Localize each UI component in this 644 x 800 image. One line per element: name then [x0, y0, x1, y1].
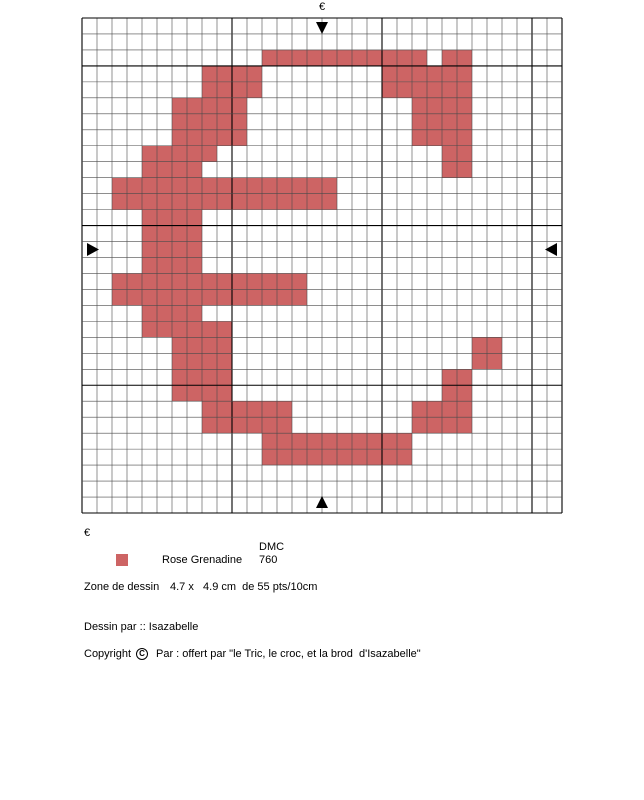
stitch-cell	[187, 98, 202, 114]
stitch-cell	[427, 66, 442, 82]
stitch-cell	[217, 273, 232, 289]
stitch-cell	[202, 130, 217, 146]
stitch-cell	[202, 82, 217, 98]
stitch-cell	[217, 321, 232, 337]
stitch-cell	[397, 82, 412, 98]
stitch-cell	[157, 242, 172, 258]
stitch-cell	[292, 433, 307, 449]
stitch-cell	[187, 178, 202, 194]
stitch-cell	[187, 210, 202, 226]
stitch-cell	[247, 66, 262, 82]
stitch-cell	[217, 114, 232, 130]
stitch-cell	[172, 242, 187, 258]
stitch-cell	[187, 226, 202, 242]
stitch-cell	[442, 401, 457, 417]
stitch-cell	[457, 98, 472, 114]
stitch-cell	[172, 98, 187, 114]
stitch-cell	[412, 130, 427, 146]
stitch-cell	[202, 146, 217, 162]
stitch-cell	[457, 50, 472, 66]
stitch-cell	[217, 130, 232, 146]
stitch-cell	[202, 194, 217, 210]
stitch-cell	[367, 449, 382, 465]
stitch-cell	[172, 130, 187, 146]
stitch-cell	[307, 178, 322, 194]
stitch-cell	[172, 273, 187, 289]
stitch-cell	[262, 417, 277, 433]
stitch-cell	[202, 66, 217, 82]
stitch-cell	[172, 226, 187, 242]
stitch-cell	[232, 98, 247, 114]
stitch-cell	[457, 130, 472, 146]
stitch-cell	[217, 337, 232, 353]
stitch-cell	[127, 178, 142, 194]
stitch-cell	[457, 146, 472, 162]
stitch-cell	[112, 194, 127, 210]
stitch-cell	[172, 114, 187, 130]
stitch-cell	[427, 82, 442, 98]
stitch-cell	[217, 353, 232, 369]
stitch-cell	[112, 273, 127, 289]
stitch-cell	[472, 353, 487, 369]
stitch-cell	[457, 385, 472, 401]
stitch-cell	[262, 289, 277, 305]
stitch-cell	[307, 194, 322, 210]
stitch-cell	[427, 98, 442, 114]
arrow-down-icon	[316, 22, 328, 34]
stitch-cell	[187, 353, 202, 369]
chart-symbol-top: €	[318, 1, 326, 13]
stitch-cell	[487, 337, 502, 353]
stitch-cell	[142, 178, 157, 194]
stitch-cell	[127, 289, 142, 305]
stitch-cell	[292, 50, 307, 66]
stitch-cell	[202, 369, 217, 385]
stitch-cell	[262, 273, 277, 289]
legend-brand-header: DMC	[259, 541, 285, 553]
stitch-cell	[277, 417, 292, 433]
stitch-cell	[202, 178, 217, 194]
stitch-cell	[427, 401, 442, 417]
stitch-cell	[142, 289, 157, 305]
stitch-cell	[277, 178, 292, 194]
stitch-cell	[157, 305, 172, 321]
stitch-cell	[322, 194, 337, 210]
stitch-cell	[142, 146, 157, 162]
stitch-cell	[217, 98, 232, 114]
stitch-cell	[442, 98, 457, 114]
stitch-cell	[187, 289, 202, 305]
stitch-cell	[202, 114, 217, 130]
stitch-cell	[232, 194, 247, 210]
stitch-cell	[232, 130, 247, 146]
stitch-cell	[142, 258, 157, 274]
stitch-cell	[157, 273, 172, 289]
stitch-cell	[202, 417, 217, 433]
stitch-cell	[232, 66, 247, 82]
stitch-cell	[397, 449, 412, 465]
stitch-cell	[382, 433, 397, 449]
stitch-cell	[322, 178, 337, 194]
stitch-cell	[157, 258, 172, 274]
stitch-cell	[217, 82, 232, 98]
stitch-cell	[442, 130, 457, 146]
stitch-cell	[292, 194, 307, 210]
stitch-cell	[247, 289, 262, 305]
author-line: Dessin par :: Isazabelle	[84, 621, 199, 633]
stitch-cell	[352, 50, 367, 66]
stitch-cell	[187, 114, 202, 130]
stitch-cell	[217, 178, 232, 194]
legend-thread-name: Rose Grenadine	[162, 554, 243, 566]
stitch-cell	[202, 353, 217, 369]
stitch-cell	[112, 289, 127, 305]
stitch-cell	[352, 449, 367, 465]
stitch-cell	[232, 417, 247, 433]
stitch-cell	[442, 369, 457, 385]
stitch-cell	[472, 337, 487, 353]
stitch-cell	[367, 50, 382, 66]
copyright-label: Copyright	[84, 648, 132, 660]
stitch-cell	[277, 194, 292, 210]
stitch-cell	[442, 66, 457, 82]
legend-symbol: €	[84, 527, 91, 539]
stitch-cell	[457, 401, 472, 417]
stitch-cell	[457, 82, 472, 98]
stitch-cell	[142, 210, 157, 226]
stitch-cell	[427, 417, 442, 433]
stitch-cell	[187, 258, 202, 274]
stitch-cell	[307, 50, 322, 66]
stitch-cell	[277, 401, 292, 417]
stitch-cell	[367, 433, 382, 449]
stitch-cell	[127, 194, 142, 210]
stitch-cell	[337, 433, 352, 449]
stitch-cell	[412, 82, 427, 98]
stitch-cell	[277, 289, 292, 305]
stitch-cell	[157, 226, 172, 242]
stitch-cell	[172, 289, 187, 305]
stitch-cell	[277, 433, 292, 449]
legend-thread-code: 760	[259, 554, 278, 566]
stitch-cell	[202, 98, 217, 114]
stitch-cell	[397, 66, 412, 82]
stitch-cell	[217, 369, 232, 385]
stitch-cell	[127, 273, 142, 289]
stitch-cell	[247, 417, 262, 433]
stitch-cell	[322, 449, 337, 465]
stitch-cell	[262, 194, 277, 210]
stitch-cell	[337, 449, 352, 465]
copyright-text: Par : offert par "le Tric, le croc, et la brod d'Isazabelle"	[156, 648, 421, 660]
legend-color-swatch	[116, 554, 128, 566]
stitch-cell	[142, 194, 157, 210]
stitch-cell	[187, 194, 202, 210]
stitch-cell	[442, 385, 457, 401]
stitch-cell	[382, 82, 397, 98]
stitch-cell	[202, 401, 217, 417]
stitch-cell	[262, 433, 277, 449]
stitch-cell	[232, 114, 247, 130]
stitch-cell	[172, 385, 187, 401]
stitch-cell	[187, 305, 202, 321]
stitch-cell	[322, 433, 337, 449]
copyright-icon: C	[136, 648, 148, 660]
stitch-cell	[307, 433, 322, 449]
stitch-cell	[442, 50, 457, 66]
stitch-cell	[262, 50, 277, 66]
stitch-cell	[217, 289, 232, 305]
stitch-cell	[157, 146, 172, 162]
stitch-cell	[247, 178, 262, 194]
stitch-cell	[172, 321, 187, 337]
stitch-cell	[217, 385, 232, 401]
stitch-cell	[457, 369, 472, 385]
stitch-cell	[172, 258, 187, 274]
stitch-cell	[202, 321, 217, 337]
stitch-cell	[202, 337, 217, 353]
stitch-cell	[172, 146, 187, 162]
stitch-cell	[232, 178, 247, 194]
stitch-cell	[307, 449, 322, 465]
stitch-cell	[172, 194, 187, 210]
stitch-cell	[232, 273, 247, 289]
stitch-cell	[292, 178, 307, 194]
arrow-up-icon	[316, 496, 328, 508]
stitch-cell	[247, 82, 262, 98]
stitch-cell	[172, 369, 187, 385]
stitch-cell	[187, 146, 202, 162]
stitch-cell	[442, 162, 457, 178]
stitch-cell	[232, 289, 247, 305]
stitch-cell	[487, 353, 502, 369]
stitch-cell	[187, 385, 202, 401]
stitch-cell	[247, 273, 262, 289]
stitch-cell	[142, 242, 157, 258]
stitch-cell	[112, 178, 127, 194]
stitch-cell	[217, 66, 232, 82]
stitch-cell	[277, 273, 292, 289]
stitch-cell	[412, 401, 427, 417]
stitch-cell	[457, 66, 472, 82]
stitch-cell	[322, 50, 337, 66]
stitch-cell	[412, 98, 427, 114]
stitch-cell	[412, 66, 427, 82]
stitch-cell	[442, 146, 457, 162]
stitch-cell	[412, 50, 427, 66]
stitch-cell	[337, 50, 352, 66]
stitch-cell	[292, 449, 307, 465]
stitch-cell	[457, 162, 472, 178]
stitch-cell	[187, 273, 202, 289]
stitch-cell	[172, 337, 187, 353]
stitch-cell	[232, 82, 247, 98]
stitch-cell	[157, 321, 172, 337]
zone-value: 4.7 x 4.9 cm de 55 pts/10cm	[170, 581, 318, 593]
stitch-cell	[247, 401, 262, 417]
stitch-cell	[187, 321, 202, 337]
stitch-cell	[142, 273, 157, 289]
stitch-cell	[142, 321, 157, 337]
stitch-cell	[172, 210, 187, 226]
stitch-cell	[172, 305, 187, 321]
stitch-cell	[457, 114, 472, 130]
zone-label: Zone de dessin	[84, 581, 160, 593]
stitch-cell	[142, 305, 157, 321]
stitch-cell	[412, 114, 427, 130]
stitch-cell	[202, 273, 217, 289]
stitch-cell	[292, 289, 307, 305]
stitch-cell	[442, 82, 457, 98]
stitch-cell	[247, 194, 262, 210]
stitch-cell	[262, 178, 277, 194]
stitch-cell	[217, 401, 232, 417]
stitch-cell	[427, 114, 442, 130]
stitch-cell	[412, 417, 427, 433]
stitch-cell	[157, 289, 172, 305]
stitch-cell	[442, 417, 457, 433]
stitch-cell	[442, 114, 457, 130]
stitch-cell	[427, 130, 442, 146]
stitch-cell	[202, 385, 217, 401]
stitch-cell	[172, 178, 187, 194]
stitch-cell	[172, 353, 187, 369]
stitch-cell	[187, 130, 202, 146]
stitch-cell	[232, 401, 247, 417]
stitch-cell	[382, 449, 397, 465]
stitch-cell	[262, 449, 277, 465]
stitch-cell	[277, 449, 292, 465]
stitch-cell	[187, 337, 202, 353]
stitch-cell	[187, 242, 202, 258]
stitch-cell	[382, 50, 397, 66]
stitch-cell	[217, 417, 232, 433]
stitch-cell	[262, 401, 277, 417]
stitch-cell	[397, 50, 412, 66]
stitch-cell	[142, 226, 157, 242]
stitch-cell	[157, 210, 172, 226]
stitch-cell	[292, 273, 307, 289]
stitch-cell	[172, 162, 187, 178]
stitch-cell	[277, 50, 292, 66]
stitch-cell	[187, 369, 202, 385]
stitch-cell	[157, 194, 172, 210]
stitch-cell	[187, 162, 202, 178]
stitch-cell	[397, 433, 412, 449]
stitch-cell	[142, 162, 157, 178]
stitch-cell	[202, 289, 217, 305]
stitch-cell	[157, 178, 172, 194]
stitch-cell	[382, 66, 397, 82]
stitch-cell	[157, 162, 172, 178]
stitch-cell	[217, 194, 232, 210]
stitch-cell	[457, 417, 472, 433]
stitch-cell	[352, 433, 367, 449]
